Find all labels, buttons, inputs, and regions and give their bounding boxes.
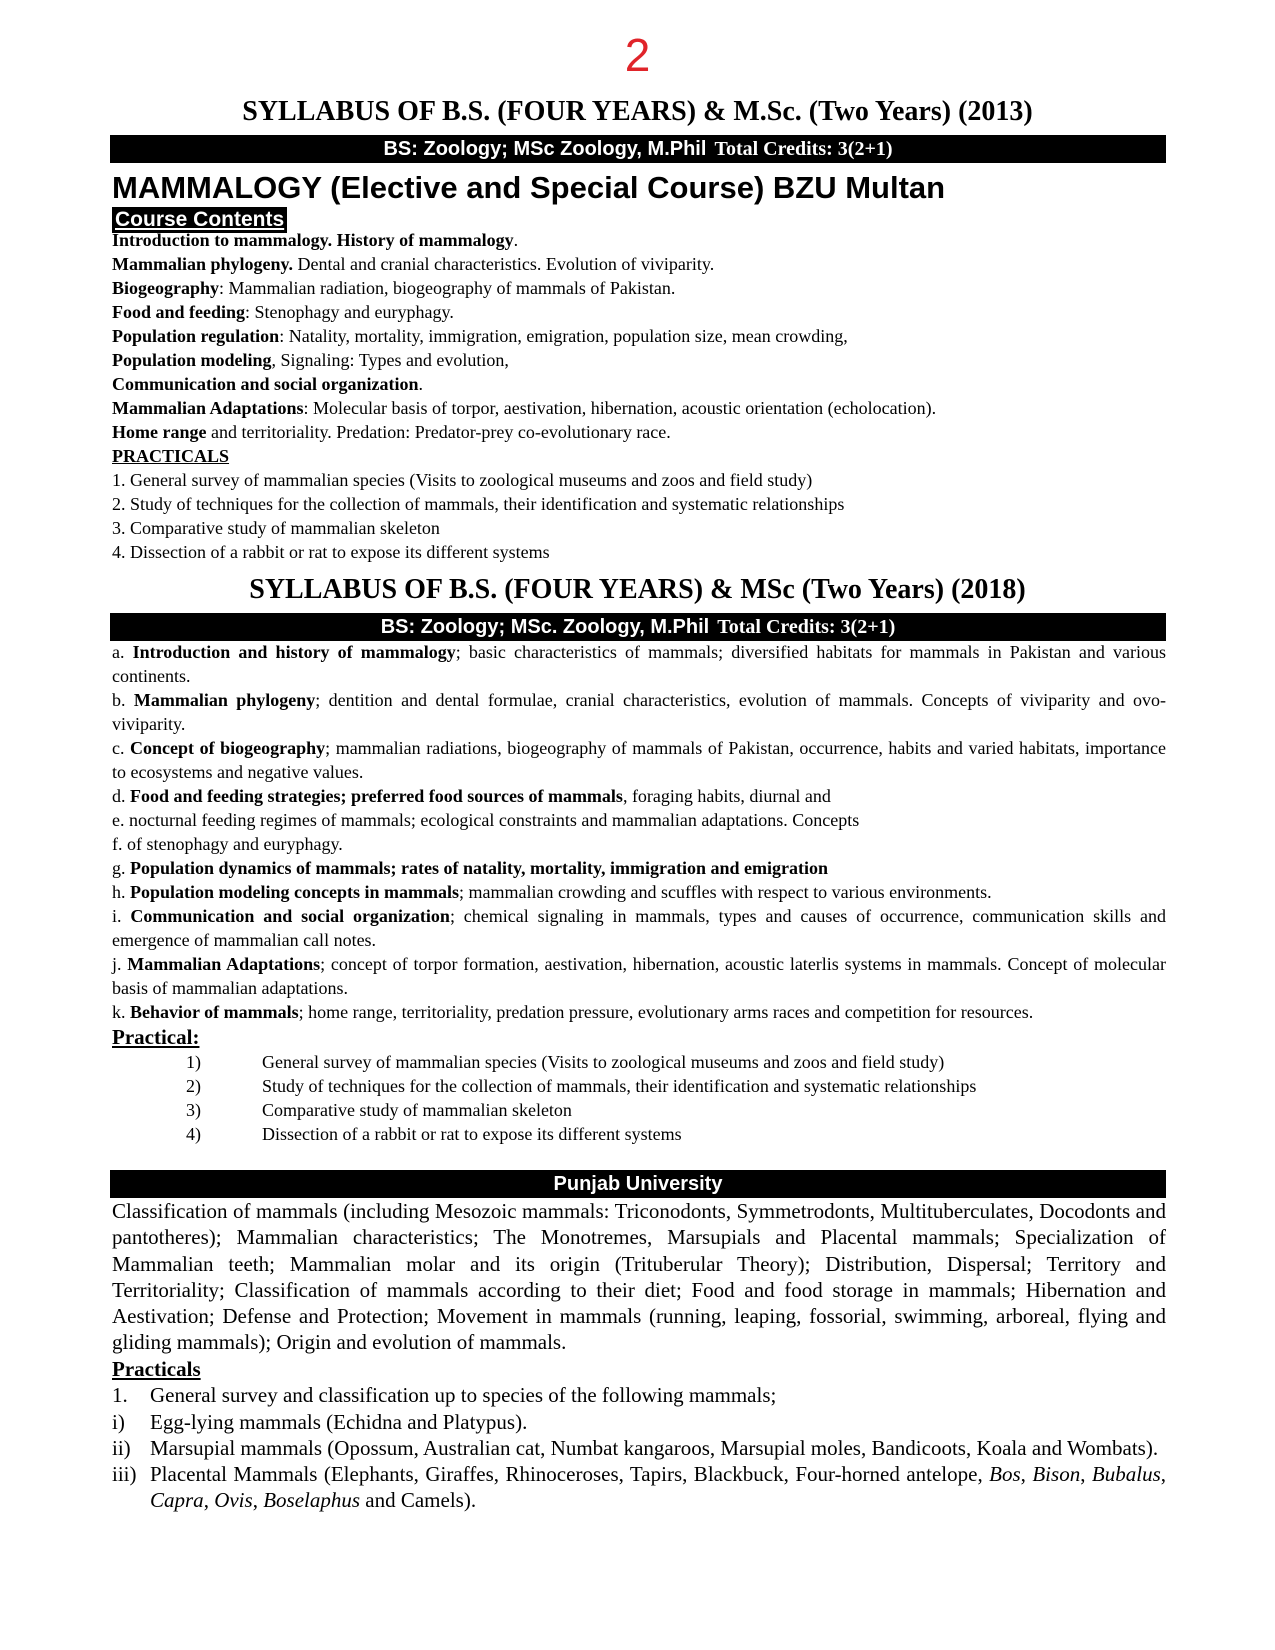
list-item: g. Population dynamics of mammals; rates of natality, mortality, immigration and emigration: [112, 858, 828, 878]
list-item: Mammalian phylogeny. Dental and cranial characteristics. Evolution of viviparity.: [112, 254, 715, 274]
list-item: a. Introduction and history of mammalogy; basic characteristics of mammals; diversified habitats for mammals in Pakistan and various continents.: [112, 642, 1166, 686]
list-item: e. nocturnal feeding regimes of mammals; ecological constraints and mammalian adaptations. Concepts: [112, 810, 860, 830]
list-item: Population regulation: Natality, mortality, immigration, emigration, population size, mean crowding,: [112, 326, 848, 346]
list-item: d. Food and feeding strategies; preferred food sources of mammals, foraging habits, diurnal and: [112, 786, 831, 806]
practicals-heading: Practicals: [112, 1357, 201, 1381]
practical-item: 2. Study of techniques for the collection of mammals, their identification and systematic relationships: [112, 494, 845, 514]
syllabus-2018-title: SYLLABUS OF B.S. (FOUR YEARS) & MSc (Two Years) (2018): [249, 574, 1026, 605]
list-item: Communication and social organization.: [112, 374, 424, 394]
credits-bar-2018: [110, 613, 1166, 641]
practical-item: 4) Dissection of a rabbit or rat to expose its different systems: [186, 1124, 682, 1144]
list-item: iii) Placental Mammals (Elephants, Giraffes, Rhinoceroses, Tapirs, Blackbuck, Four-horned antelope, Bos, Bison, Bubalus, Capra, Ovis, Boselaphus and Camels).: [112, 1462, 1166, 1513]
practical-item: 2) Study of techniques for the collection of mammals, their identification and systematic relationships: [186, 1076, 977, 1096]
list-item: Mammalian Adaptations: Molecular basis of torpor, aestivation, hibernation, acoustic orientation (echolocation).: [112, 398, 937, 418]
syllabus-2018-list: [112, 640, 1166, 1146]
punjab-university-bar: [110, 1170, 1166, 1198]
practicals-heading: PRACTICALS: [112, 446, 230, 466]
list-item: 1. General survey and classification up to species of the following mammals;: [112, 1383, 777, 1408]
programs-label: BS: Zoology; MSc Zoology, M.Phil: [383, 138, 707, 160]
total-credits: Total Credits: 3(2+1): [714, 138, 893, 160]
list-item: Food and feeding: Stenophagy and euryphagy.: [112, 302, 454, 322]
syllabus-2013-title: SYLLABUS OF B.S. (FOUR YEARS) & M.Sc. (Two Years) (2013): [242, 96, 1033, 127]
practical-item: 1. General survey of mammalian species (Visits to zoological museums and zoos and field study): [112, 470, 813, 490]
list-item: i) Egg-lying mammals (Echidna and Platypus).: [112, 1409, 528, 1434]
list-item: f. of stenophagy and euryphagy.: [112, 834, 343, 854]
list-item: i. Communication and social organization; chemical signaling in mammals, types and causes of occurrence, communication skills and emergence of mammalian call notes.: [112, 906, 1166, 950]
total-credits: Total Credits: 3(2+1): [717, 616, 896, 638]
list-item: j. Mammalian Adaptations; concept of torpor formation, aestivation, hibernation, acoustic laterlis systems in mammals. Concept of molecular basis of mammalian adaptations.: [112, 954, 1166, 998]
list-item: Population modeling, Signaling: Types and evolution,: [112, 350, 509, 370]
punjab-practicals: [112, 1356, 1166, 1514]
practical-item: 3) Comparative study of mammalian skeleton: [186, 1100, 572, 1120]
list-item: b. Mammalian phylogeny; dentition and dental formulae, cranial characteristics, evolution of mammals. Concepts of viviparity and ovo-viviparity.: [112, 690, 1167, 734]
credits-bar-2013: [110, 135, 1166, 163]
list-item: Introduction to mammalogy. History of mammalogy.: [112, 230, 519, 250]
list-item: c. Concept of biogeography; mammalian radiations, biogeography of mammals of Pakistan, occurrence, habits and varied habitats, importance to ecosystems and negative values.: [112, 738, 1166, 782]
page-number: 2: [624, 29, 651, 81]
list-item: Biogeography: Mammalian radiation, biogeography of mammals of Pakistan.: [112, 278, 676, 298]
list-item: h. Population modeling concepts in mammals; mammalian crowding and scuffles with respect to various environments.: [112, 882, 992, 902]
practical-heading: Practical:: [112, 1025, 200, 1049]
course-contents-list: [112, 228, 1172, 564]
course-title: MAMMALOGY (Elective and Special Course) BZU Multan: [112, 170, 946, 205]
practical-item: 4. Dissection of a rabbit or rat to expose its different systems: [112, 542, 550, 562]
university-label: Punjab University: [553, 1173, 723, 1195]
programs-label: BS: Zoology; MSc. Zoology, M.Phil: [380, 616, 710, 638]
course-contents-label: Course Contents: [112, 207, 287, 233]
list-item: Home range and territoriality. Predation: Predator-prey co-evolutionary race.: [112, 422, 671, 442]
punjab-course-contents: Classification of mammals (including Mesozoic mammals: Triconodonts, Symmetrodonts, Multituberculates, Docodonts and pantotheres); Mammalian characteristics; The Monotremes, Marsupials and Placental mammals; Specialization of Mammalian teeth; Mammalian molar and its origin (Trituberular Theory); Distribution, Dispersal; Territory and Territoriality; Classification of mammals according to their diet; Food and food storage in mammals; Hibernation and Aestivation; Defense and Protection; Movement in mammals (running, leaping, fossorial, swimming, arboreal, flying and gliding mammals); Origin and evolution of mammals.: [112, 1199, 1166, 1355]
practical-item: 1) General survey of mammalian species (Visits to zoological museums and zoos and field study): [186, 1052, 945, 1072]
practical-item: 3. Comparative study of mammalian skeleton: [112, 518, 440, 538]
list-item: k. Behavior of mammals; home range, territoriality, predation pressure, evolutionary arms races and competition for resources.: [112, 1002, 1034, 1022]
list-item: ii) Marsupial mammals (Opossum, Australian cat, Numbat kangaroos, Marsupial moles, Bandicoots, Koala and Wombats).: [112, 1435, 1159, 1460]
